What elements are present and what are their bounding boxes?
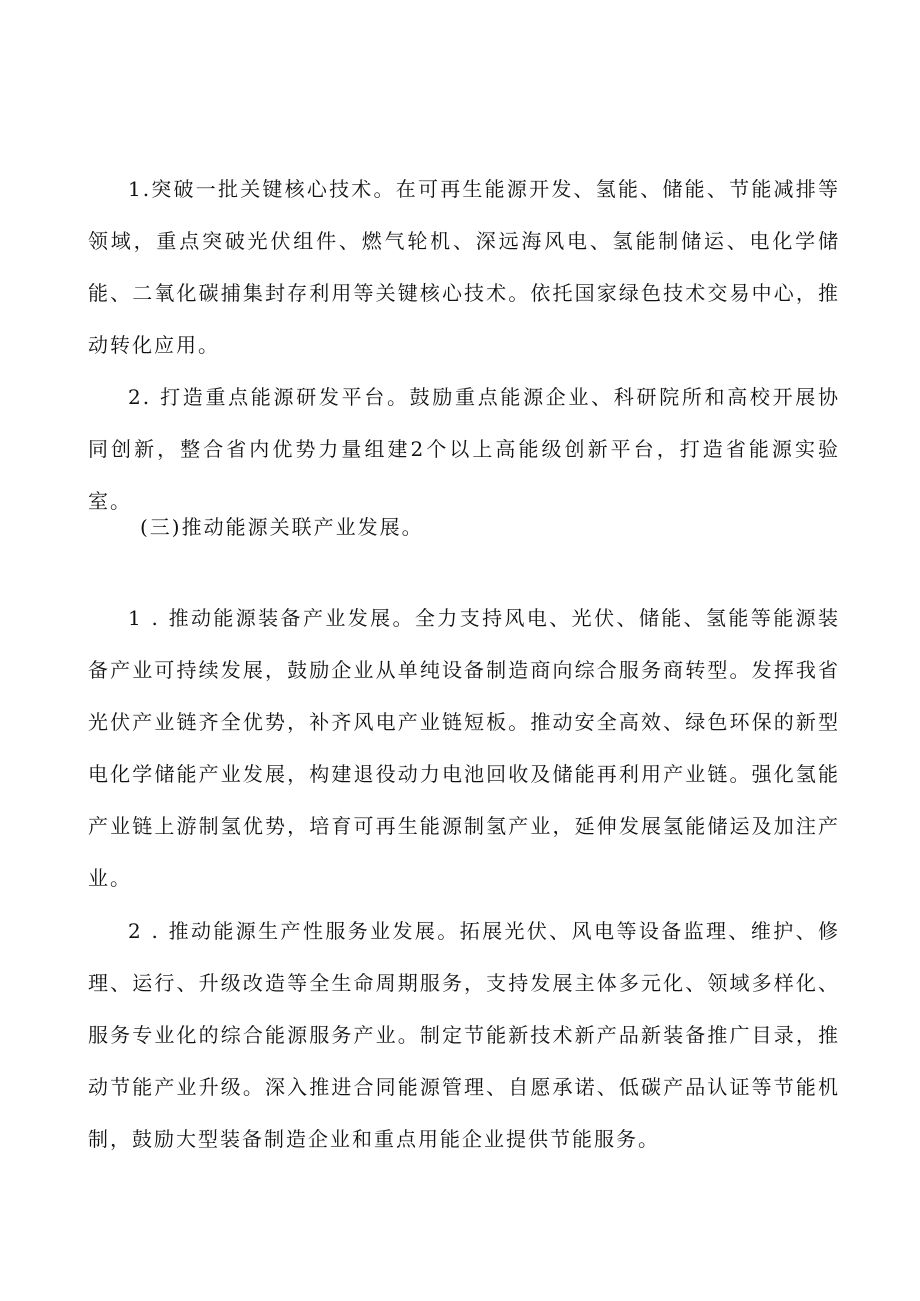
paragraph-key-core-technologies: 1.突破一批关键核心技术。在可再生能源开发、氢能、储能、节能减排等领域，重点突破光伏组件、燃气轮机、深远海风电、氢能制储运、电化学储能、二氧化碳捕集封存利用等关键核心技术。依托国家绿色技术交易中心，推动转化应用。 xyxy=(88,177,840,357)
paragraph-energy-rd-platform: 2. 打造重点能源研发平台。鼓励重点能源企业、科研院所和高校开展协同创新，整合省内优势力量组建2个以上高能级创新平台，打造省能源实验室。 xyxy=(88,385,840,513)
paragraph-energy-service-industry: 2 . 推动能源生产性服务业发展。拓展光伏、风电等设备监理、维护、修理、运行、升级改造等全生命周期服务，支持发展主体多元化、领域多样化、服务专业化的综合能源服务产业。制定节能新技术新产品新装备推广目录，推动节能产业升级。深入推进合同能源管理、自愿承诺、低碳产品认证等节能机制，鼓励大型装备制造企业和重点用能企业提供节能服务。 xyxy=(88,919,840,1151)
section-heading-energy-related-industries: (三)推动能源关联产业发展。 xyxy=(140,515,424,539)
paragraph-energy-equipment-industry: 1 . 推动能源装备产业发展。全力支持风电、光伏、储能、氢能等能源装备产业可持续发展，鼓励企业从单纯设备制造商向综合服务商转型。发挥我省光伏产业链齐全优势，补齐风电产业链短板。推动安全高效、绿色环保的新型电化学储能产业发展，构建退役动力电池回收及储能再利用产业链。强化氢能产业链上游制氢优势，培育可再生能源制氢产业，延伸发展氢能储运及加注产业。 xyxy=(88,606,840,890)
